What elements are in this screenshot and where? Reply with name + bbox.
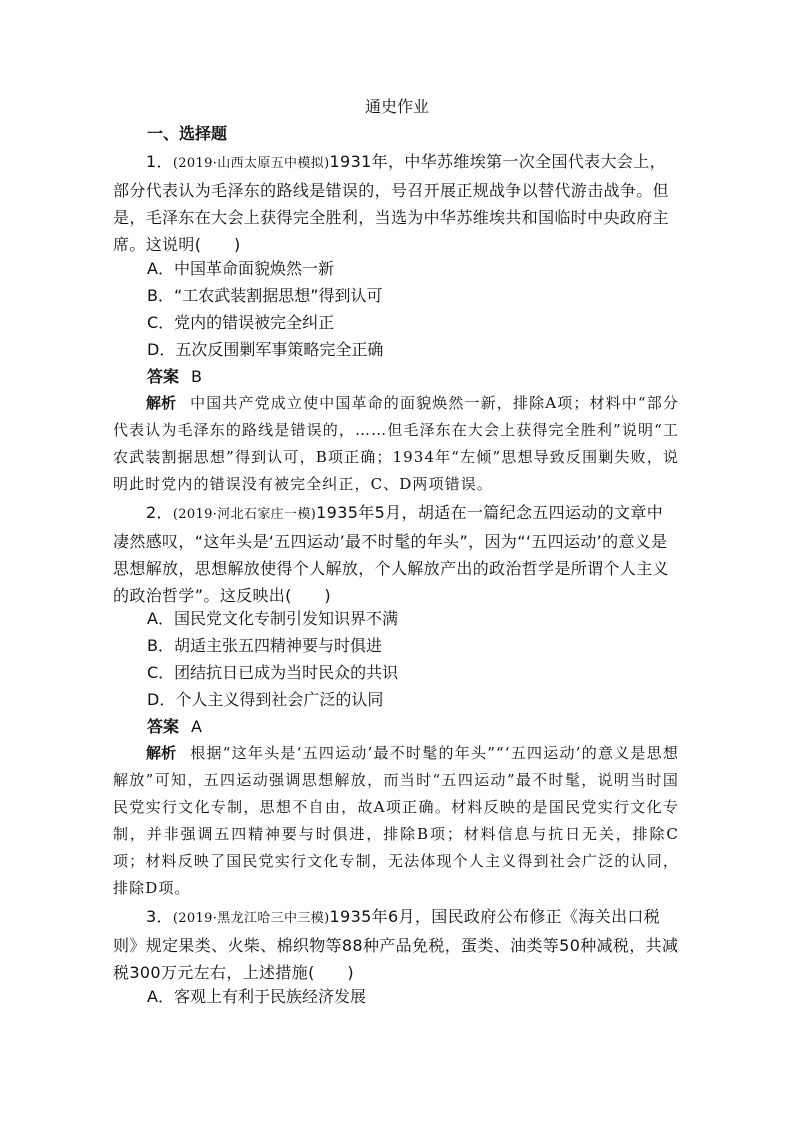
question-source: (2019·河北石家庄一模) xyxy=(172,507,317,522)
answer-value: B xyxy=(191,367,202,386)
question-text: 1935年6月，国民政府公布修正《海关出口税则》规定果类、火柴、棉织物等88种产品免税，蛋类、油类等50种减税，共减税300万元左右，上述措施( ) xyxy=(113,907,679,982)
analysis-text: 根据“这年头是‘五四运动’最不时髦的年头”“‘五四运动’的意义是思想解放”可知，五四运动强调思想解放，而当时“五四运动”最不时髦，说明当时国民党实行文化专制，思想不自由，故A项正确。材料反映的是国民党实行文化专制，并非强调五四精神要与时俱进，排除B项；材料信息与抗日无关，排除C项；材料反映了国民党实行文化专制，无法体现个人主义得到社会广泛的认同，排除D项。 xyxy=(113,744,679,897)
analysis-paragraph xyxy=(113,740,679,902)
option-b: B．“工农武装割据思想”得到认可 xyxy=(147,286,383,305)
question-1-stem xyxy=(113,148,679,258)
question-number: 2． xyxy=(146,503,173,522)
section-title: 一、选择题 xyxy=(147,124,228,143)
question-text: 1931年，中华苏维埃第一次全国代表大会上，部分代表认为毛泽东的路线是错误的，号召开展正规战争以替代游击战争。但是，毛泽东在大会上获得完全胜利，当选为中华苏维埃共和国临时中央政府主席。这说明( ) xyxy=(113,152,669,254)
question-number: 1． xyxy=(146,152,173,171)
answer-line xyxy=(147,717,202,737)
page-title: 通史作业 xyxy=(364,97,429,116)
question-3-stem xyxy=(113,903,679,986)
option-a: A．国民党文化专制引发知识界不满 xyxy=(147,609,398,628)
answer-label: 答案 xyxy=(147,367,180,386)
analysis-text: 中国共产党成立使中国革命的面貌焕然一新，排除A项；材料中“部分代表认为毛泽东的路线是错误的，……但毛泽东在大会上获得完全胜利”说明“工农武装割据思想”得到认可，B项正确；1934年“左倾”思想导致反围剿失败，说明此时党内的错误没有被完全纠正，C、D两项错误。 xyxy=(113,394,679,493)
answer-label: 答案 xyxy=(147,717,180,736)
option-a: A．客观上有利于民族经济发展 xyxy=(147,987,366,1006)
analysis-label: 解析 xyxy=(146,744,177,762)
option-d: D．五次反围剿军事策略完全正确 xyxy=(147,340,384,359)
option-c: C．党内的错误被完全纠正 xyxy=(147,313,335,332)
option-b: B．胡适主张五四精神要与时俱进 xyxy=(147,636,382,655)
question-2-stem xyxy=(113,499,679,609)
analysis-label: 解析 xyxy=(146,394,177,412)
option-a: A．中国革命面貌焕然一新 xyxy=(147,259,334,278)
answer-value: A xyxy=(191,717,202,736)
question-number: 3． xyxy=(146,907,173,926)
option-c: C．团结抗日已成为当时民众的共识 xyxy=(147,663,399,682)
question-source: (2019·黑龙江哈三中三模) xyxy=(172,911,330,926)
answer-line xyxy=(147,367,202,387)
option-d: D．个人主义得到社会广泛的认同 xyxy=(147,690,384,709)
question-source: (2019·山西太原五中模拟) xyxy=(172,156,330,171)
analysis-paragraph xyxy=(113,390,679,498)
question-text: 1935年5月，胡适在一篇纪念五四运动的文章中凄然感叹，“这年头是‘五四运动’最不时髦的年头”，因为“‘五四运动’的意义是思想解放，思想解放使得个人解放，个人解放产出的政治哲学是所谓个人主义的政治哲学”。这反映出( ) xyxy=(113,503,669,605)
